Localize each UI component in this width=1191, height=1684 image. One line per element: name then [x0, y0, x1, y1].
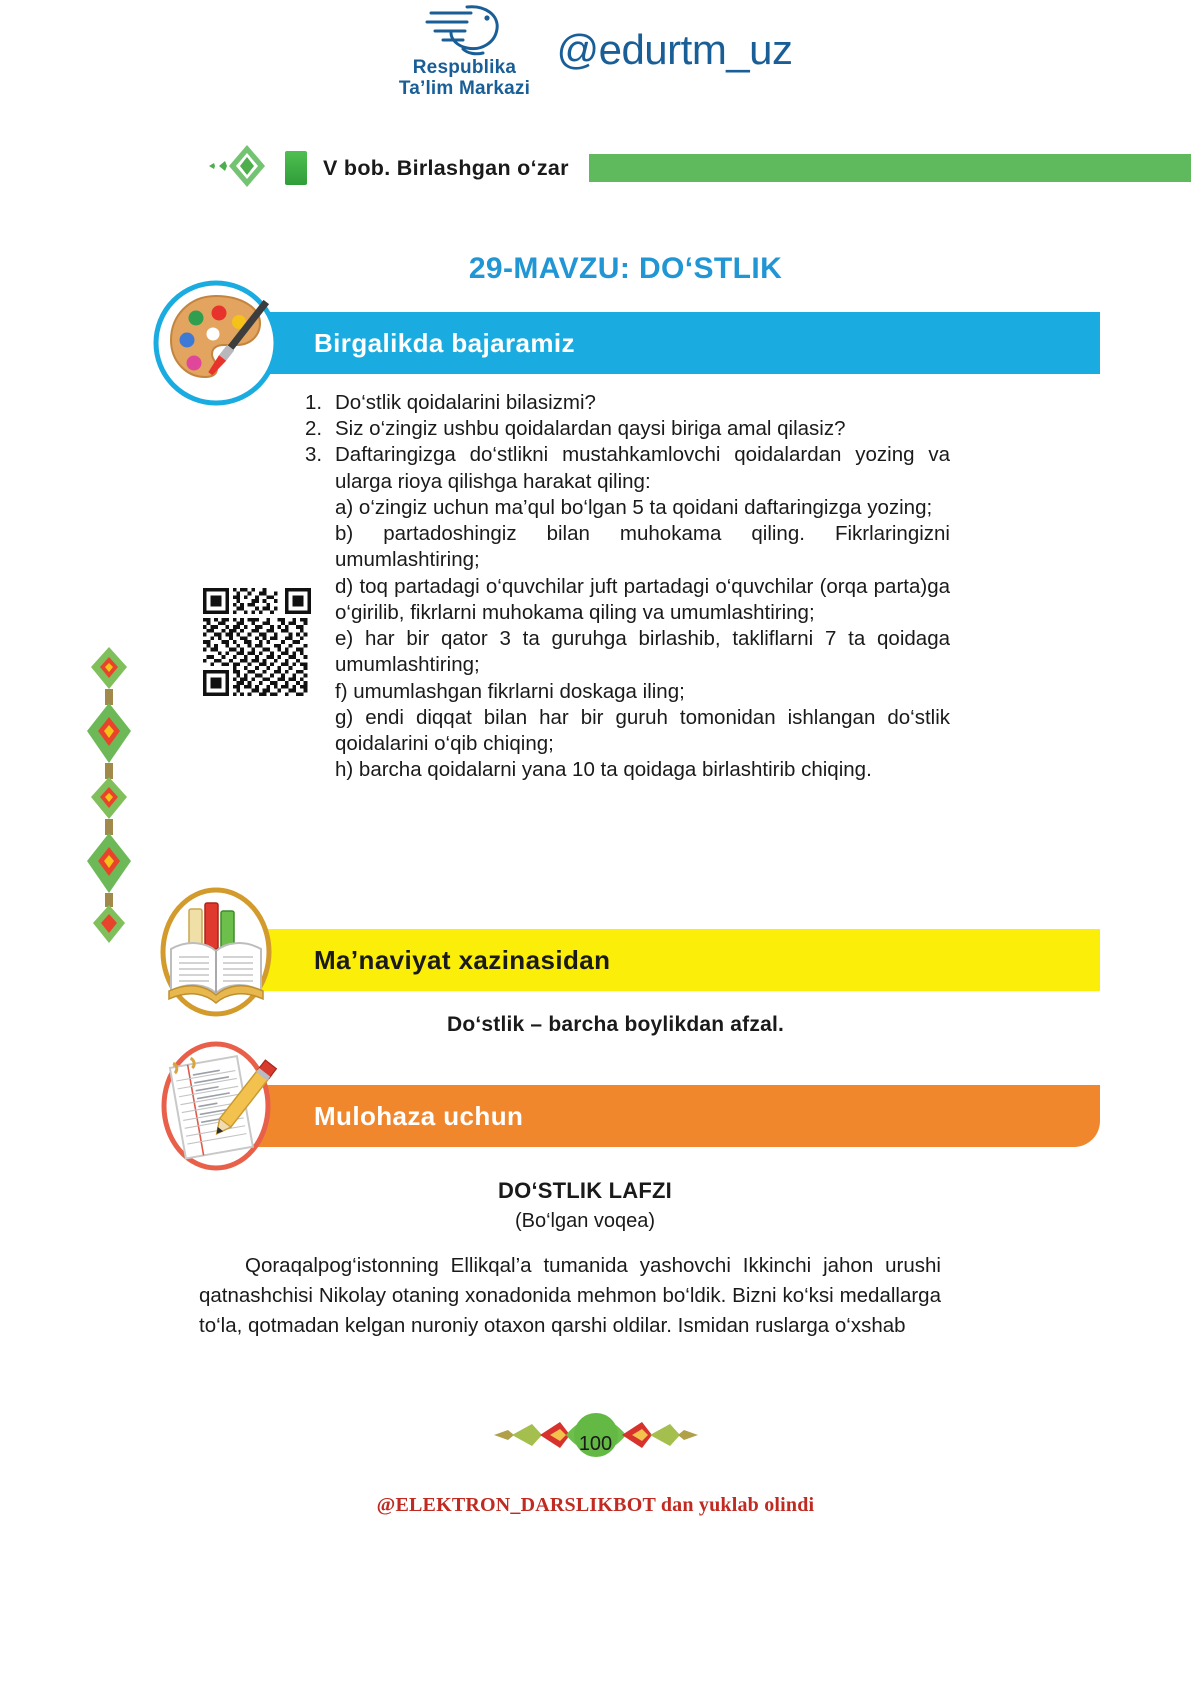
brand-logo — [398, 1, 530, 100]
task-item — [305, 442, 950, 494]
page-number: 100 — [578, 1433, 613, 1455]
task-marker: 1. — [305, 391, 323, 414]
proverb-text: Do‘stlik – barcha boylikdan afzal. — [446, 1013, 785, 1036]
story-title: DO‘STLIK LAFZI — [498, 1178, 672, 1203]
chapter-label: V bob. Birlashgan o‘zar — [323, 155, 569, 180]
chapter-rule-bar — [589, 154, 1191, 182]
task-text: Siz o‘zingiz ushbu qoidalardan qaysi biriga amal qilasiz? — [335, 417, 846, 441]
subtask-item: a) o‘zingiz uchun ma’qul bo‘lgan 5 ta qoidani daftaringizga yozing; — [335, 495, 933, 519]
chapter-strip — [0, 143, 1191, 193]
subtask-item: h) barcha qoidalarni yana 10 ta qoidaga birlashtirib chiqing. — [335, 758, 872, 782]
paint-palette-icon — [151, 278, 281, 408]
brand-line-1: Respublika — [412, 56, 517, 78]
story-subtitle: (Bo‘lgan voqea) — [514, 1210, 656, 1232]
subtask-item: g) endi diqqat bilan har bir guruh tomonidan ishlangan do‘stlik qoidalarini o‘qib chiqing; — [335, 705, 950, 756]
section-label-spirituality: Ma’naviyat xazinasidan — [314, 944, 611, 975]
subtask-item: d) toq partadagi o‘quvchilar juft partadagi o‘quvchilar (orqa parta)ga o‘girilib, fikrlarni muhokama qiling va umumlashtiring; — [335, 574, 950, 624]
brand-line-2: Ta’lim Markazi — [398, 78, 531, 99]
bird-logo-icon — [421, 1, 507, 57]
task-marker: 2. — [305, 417, 323, 441]
story-body: Qoraqalpog‘istonning Ellikqal’a tumanida yashovchi Ikkinchi jahon urushi qatnashchisi Nikolay otaning xonadonida mehmon bo‘ldik. Bizni ko‘ksi medallarga to‘la, qotmadan kelgan nuroniy otaxon qarshi oldilar. Ismidan ruslarga o‘xshab — [199, 1254, 941, 1338]
channel-handle: @edurtm_uz — [556, 26, 793, 73]
green-diamond-ornament-icon — [0, 141, 289, 196]
section-label-reflection: Mulohaza uchun — [314, 1100, 524, 1131]
section-label-together: Birgalikda bajaramiz — [314, 327, 575, 358]
open-book-icon — [151, 887, 281, 1017]
chapter-accent-block — [285, 151, 307, 185]
task-marker: 3. — [305, 443, 323, 467]
section-banner-reflection — [248, 1085, 1100, 1147]
section-banner-together — [248, 312, 1100, 374]
qr-code-icon[interactable] — [203, 588, 311, 696]
subtask-item: f) umumlashgan fikrlarni doskaga iling; — [335, 679, 685, 703]
notepad-pencil-icon — [151, 1041, 281, 1171]
task-item — [305, 416, 950, 442]
task-list — [305, 390, 950, 784]
decorative-border-ornament-icon — [78, 645, 140, 945]
task-text: Daftaringizga do‘stlikni mustahkamlovchi qoidalardan yozing va ularga rioya qilishga harakat qiling: — [335, 443, 950, 493]
page-number-ornament — [0, 1400, 1191, 1470]
task-item — [305, 390, 950, 416]
subtask-item: b) partadoshingiz bilan muhokama qiling. Fikrlaringizni umumlashtiring; — [335, 522, 950, 572]
section-banner-spirituality — [248, 929, 1100, 991]
channel-header — [0, 0, 1191, 100]
subtask-item: e) har bir qator 3 ta guruhga birlashib, takliflarni 7 ta qoidaga umumlashtiring; — [335, 627, 950, 677]
footer-note: @ELEKTRON_DARSLIKBOT dan yuklab olindi — [376, 1494, 815, 1516]
task-text: Do‘stlik qoidalarini bilasizmi? — [335, 391, 596, 414]
page-title: 29-MAVZU: DO‘STLIK — [468, 252, 783, 285]
